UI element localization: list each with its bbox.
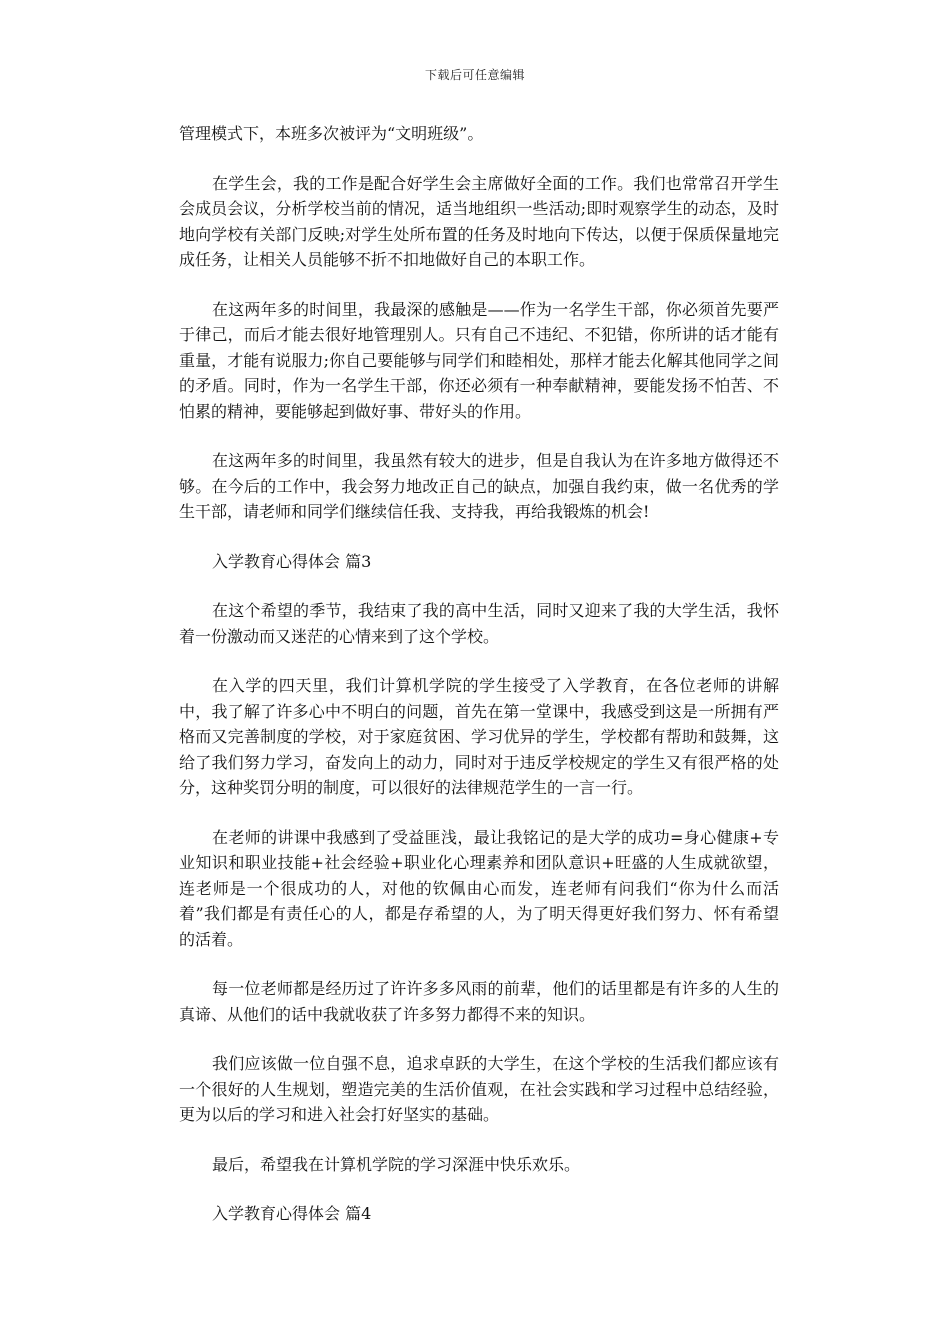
paragraph: 在这两年多的时间里，我最深的感触是——作为一名学生干部，你必须首先要严于律己，而后才能去很好地管理别人。只有自己不违纪、不犯错，你所讲的话才能有重量，才能有说服力;你自己要能够与同学们和睦相处，那样才能去化解其他同学之间的矛盾。同时，作为一名学生干部，你还必须有一种奉献精神，要能发扬不怕苦、不怕累的精神，要能够起到做好事、带好头的作用。 <box>179 299 779 421</box>
paragraph: 每一位老师都是经历过了许许多多风雨的前辈，他们的话里都是有许多的人生的真谛、从他们的话中我就收获了许多努力都得不来的知识。 <box>179 979 779 1024</box>
section-heading: 入学教育心得体会 篇3 <box>212 551 372 571</box>
paragraph: 在学生会，我的工作是配合好学生会主席做好全面的工作。我们也常常召开学生会成员会议，分析学校当前的情况，适当地组织一些活动;即时观察学生的动态，及时地向学校有关部门反映;对学生处所布置的任务及时地向下传达，以便于保质保量地完成任务，让相关人员能够不折不扣地做好自己的本职工作。 <box>179 173 779 269</box>
page-header-note: 下载后可任意编辑 <box>424 68 525 82</box>
paragraph: 在老师的讲课中我感到了受益匪浅，最让我铭记的是大学的成功=身心健康+专业知识和职业技能+社会经验+职业化心理素养和团队意识+旺盛的人生成就欲望，连老师是一个很成功的人，对他的钦佩由心而发，连老师有问我们“你为什么而活着”我们都是有责任心的人，都是存希望的人，为了明天得更好我们努力、怀有希望的活着。 <box>179 827 779 949</box>
paragraph: 在入学的四天里，我们计算机学院的学生接受了入学教育，在各位老师的讲解中，我了解了许多心中不明白的问题，首先在第一堂课中，我感受到这是一所拥有严格而又完善制度的学校，对于家庭贫困、学习优异的学生，学校都有帮助和鼓舞，这给了我们努力学习，奋发向上的动力，同时对于违反学校规定的学生又有很严格的处分，这种奖罚分明的制度，可以很好的法律规范学生的一言一行。 <box>179 676 779 797</box>
paragraph: 我们应该做一位自强不息，追求卓跃的大学生，在这个学校的生活我们都应该有一个很好的人生规划，塑造完美的生活价值观，在社会实践和学习过程中总结经验，更为以后的学习和进入社会打好坚实的基础。 <box>179 1054 779 1124</box>
section-heading: 入学教育心得体会 篇4 <box>212 1204 372 1223</box>
paragraph: 最后，希望我在计算机学院的学习深涯中快乐欢乐。 <box>212 1154 581 1174</box>
document-body <box>179 121 779 1251</box>
paragraph: 在这两年多的时间里，我虽然有较大的进步，但是自我认为在许多地方做得还不够。在今后的工作中，我会努力地改正自己的缺点，加强自我约束，做一名优秀的学生干部，请老师和同学们继续信任我、支持我，再给我锻炼的机会! <box>179 451 779 521</box>
paragraph-continuation: 管理模式下，本班多次被评为“文明班级”。 <box>179 124 484 143</box>
paragraph: 在这个希望的季节，我结束了我的高中生活，同时又迎来了我的大学生活，我怀着一份激动而又迷茫的心情来到了这个学校。 <box>179 601 779 646</box>
